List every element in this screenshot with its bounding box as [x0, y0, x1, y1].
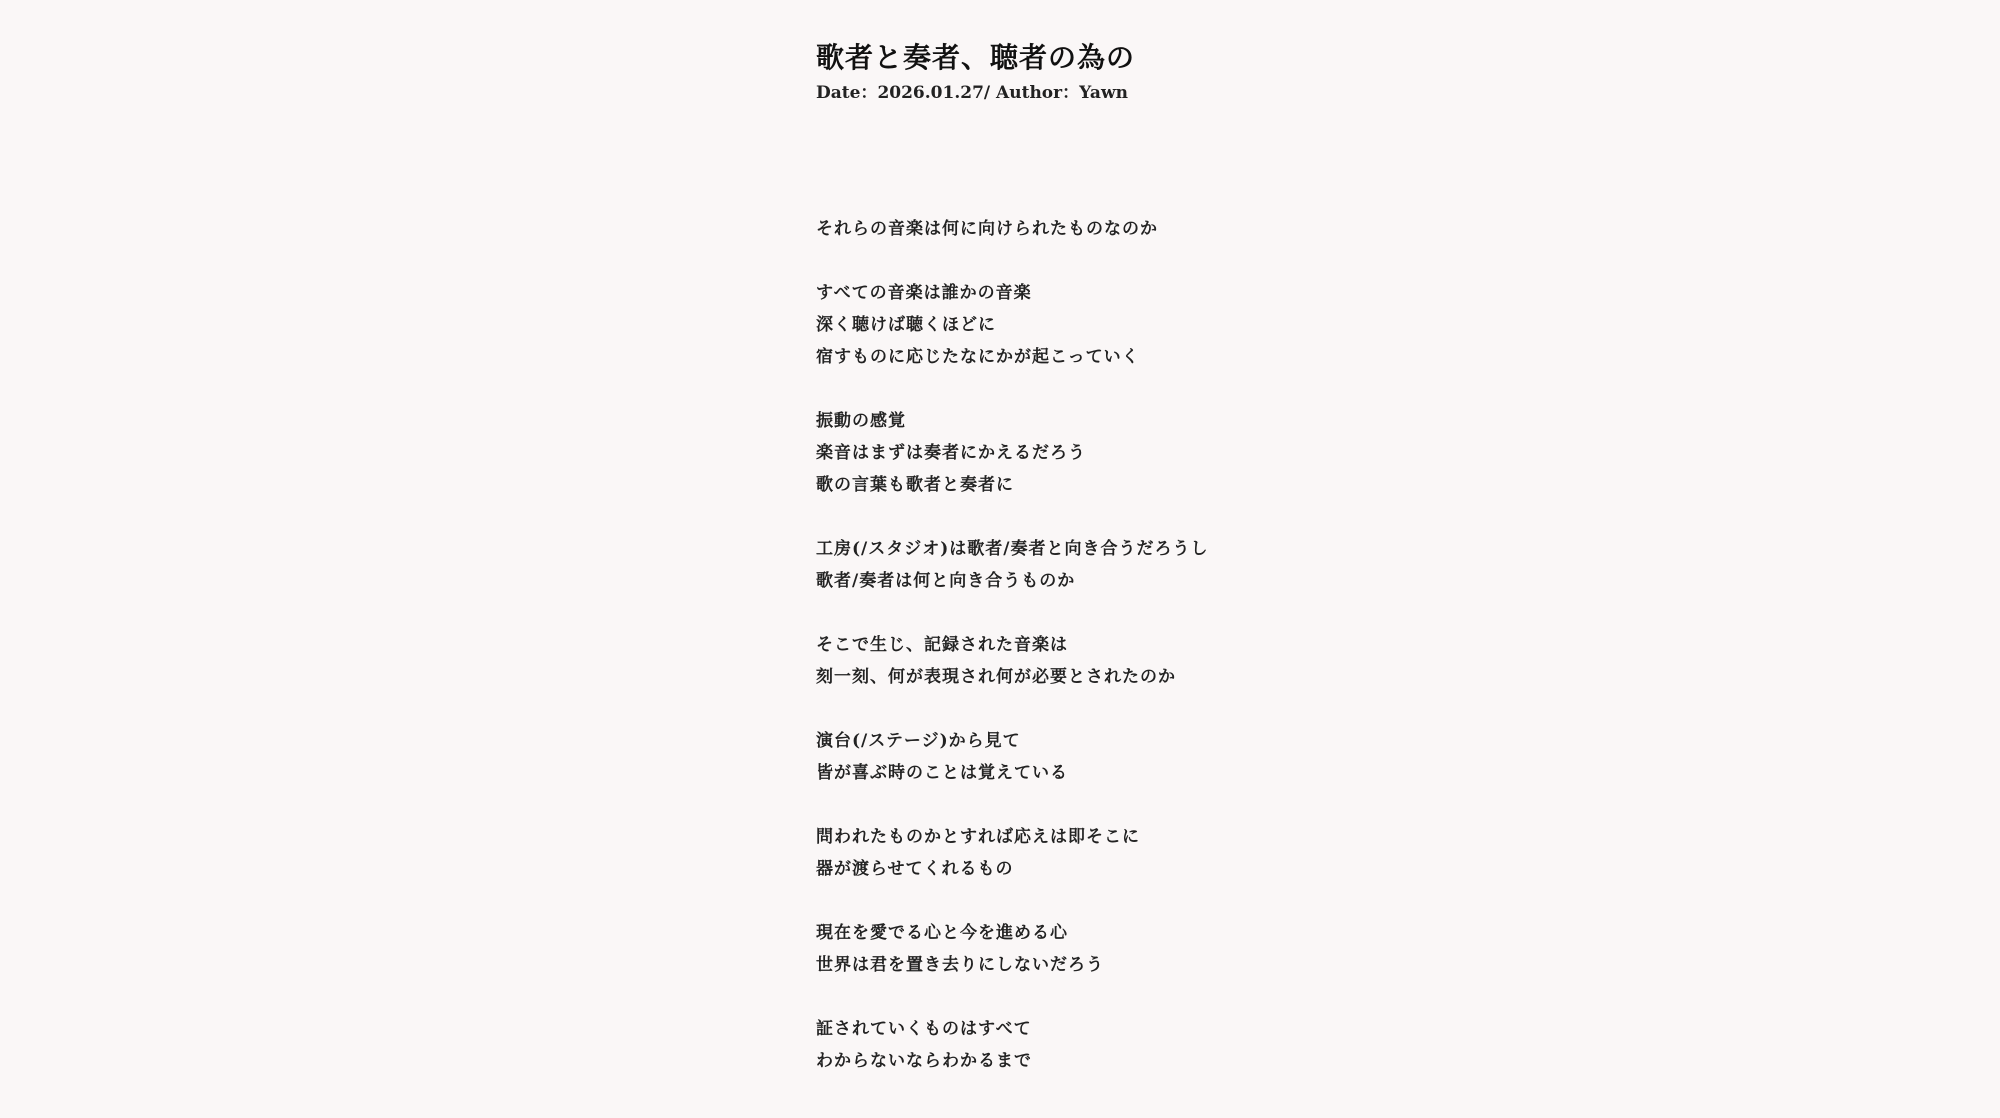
stanza — [816, 405, 1816, 501]
article-meta — [816, 78, 1816, 108]
stanza — [816, 629, 1816, 693]
poem-line: 楽音はまずは奏者にかえるだろう — [816, 443, 1086, 463]
stanza — [816, 821, 1816, 885]
poem-line: 歌の言葉も歌者と奏者に — [816, 475, 1014, 495]
stanza — [816, 1013, 1816, 1077]
poem-line: 皆が喜ぶ時のことは覚えている — [816, 763, 1068, 783]
stanza — [816, 533, 1816, 597]
author-name: Yawn — [1079, 83, 1128, 103]
poem-line: そこで生じ、記録された音楽は — [816, 635, 1068, 655]
date-value: 2026.01.27/ — [877, 83, 991, 103]
poem-line: 工房(/スタジオ)は歌者/奏者と向き合うだろうし — [816, 539, 1209, 559]
stanza — [816, 213, 1816, 245]
poem-line: 刻一刻、何が表現され何が必要とされたのか — [816, 667, 1176, 687]
poem-line: わからないならわかるまで — [816, 1051, 1032, 1071]
poem-line: 演台(/ステージ)から見て — [816, 731, 1021, 751]
poem-line: 器が渡らせてくれるもの — [816, 859, 1014, 879]
poem-line: 現在を愛でる心と今を進める心 — [816, 923, 1068, 943]
poem-line: 歌者/奏者は何と向き合うものか — [816, 571, 1076, 591]
date-label: Date： — [816, 83, 878, 103]
poem-line: 宿すものに応じたなにかが起こっていく — [816, 347, 1140, 367]
poem-line: 振動の感覚 — [816, 411, 906, 431]
article — [816, 38, 1816, 1109]
poem-line: 問われたものかとすれば応えは即そこに — [816, 827, 1140, 847]
stanza — [816, 725, 1816, 789]
poem-line: 世界は君を置き去りにしないだろう — [816, 955, 1104, 975]
article-title: 歌者と奏者、聴者の為の — [816, 41, 1136, 74]
stanza — [816, 277, 1816, 373]
author-label: Author： — [996, 83, 1080, 103]
stanza — [816, 917, 1816, 981]
poem-line: 深く聴けば聴くほどに — [816, 315, 996, 335]
poem-line: 証されていくものはすべて — [816, 1019, 1032, 1039]
poem-line: それらの音楽は何に向けられたものなのか — [816, 219, 1158, 239]
poem-line: すべての音楽は誰かの音楽 — [816, 283, 1032, 303]
article-body — [816, 213, 1816, 1077]
